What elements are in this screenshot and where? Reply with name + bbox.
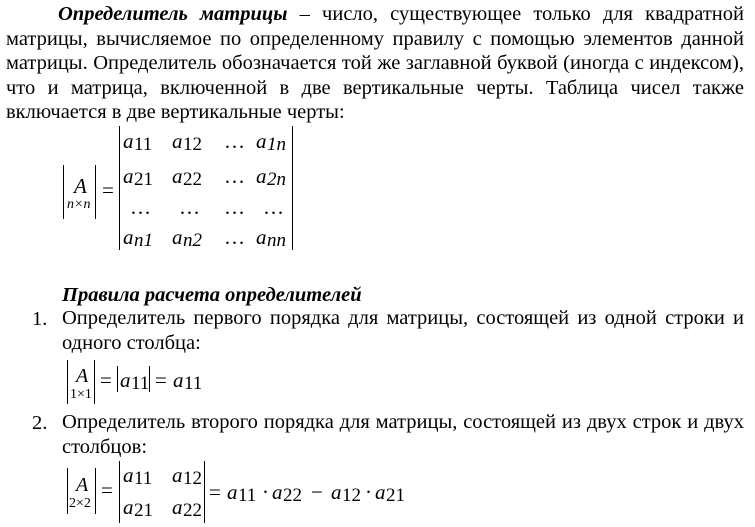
equals-sign: = bbox=[209, 480, 221, 504]
rhs-letter: a bbox=[173, 368, 184, 392]
list-item-number: 1. bbox=[32, 308, 48, 330]
matrix-element: a bbox=[172, 495, 183, 519]
matrix-element: a bbox=[123, 463, 134, 487]
matrix-index: 12 bbox=[183, 468, 202, 489]
matrix-element: a bbox=[172, 463, 183, 487]
term-letter: a bbox=[331, 480, 342, 504]
matrix-index: 21 bbox=[134, 500, 153, 521]
equals-sign: = bbox=[155, 368, 167, 392]
matrix-index: 12 bbox=[183, 134, 202, 155]
list-item-text: Определитель второго порядка для матрицы, состоящей из двух строк и двух столбцов: bbox=[62, 411, 744, 458]
term-index: 12 bbox=[342, 485, 361, 506]
matrix-element: a bbox=[256, 164, 267, 188]
matrix-bar-left bbox=[119, 461, 120, 523]
rules-heading: Правила расчета определителей bbox=[62, 284, 362, 306]
matrix-ellipsis: … bbox=[224, 225, 245, 249]
definition-term: Определитель матрицы bbox=[58, 3, 288, 25]
matrix-element: a bbox=[256, 225, 267, 249]
equals-sign: = bbox=[101, 478, 113, 502]
matrix-ellipsis: … bbox=[130, 195, 151, 219]
matrix-element: a bbox=[172, 164, 183, 188]
matrix-element: a bbox=[172, 225, 183, 249]
term-letter: a bbox=[272, 480, 283, 504]
term-letter: a bbox=[375, 480, 386, 504]
matrix-element: a bbox=[256, 129, 267, 153]
matrix-index: 22 bbox=[183, 500, 202, 521]
definition-text: – число, существующее только для квадратной матрицы, вычисляемое по определенному правилу с помощью элементов данной матрицы. Определитель обозначается той же заглавной буквой (иногда с индексом), что и матрица, включенной в две вертикальные черты. Таблица чисел также включается в две вертикальные черты: bbox=[6, 3, 744, 123]
term-letter: a bbox=[227, 480, 238, 504]
mid-letter: a bbox=[120, 368, 131, 392]
matrix-index: 1n bbox=[267, 134, 286, 155]
dot-operator: · bbox=[365, 480, 372, 504]
lhs-letter: A bbox=[76, 474, 89, 496]
matrix-index: 2n bbox=[267, 169, 286, 190]
matrix-element: a bbox=[123, 495, 134, 519]
matrix-ellipsis: … bbox=[224, 129, 245, 153]
matrix-index: 21 bbox=[134, 169, 153, 190]
matrix-element: a bbox=[172, 129, 183, 153]
minus-operator: − bbox=[311, 480, 323, 504]
matrix-index: 22 bbox=[183, 169, 202, 190]
matrix-index: n1 bbox=[134, 230, 153, 251]
lhs-subscript: 2×2 bbox=[69, 496, 91, 511]
rhs-index: 11 bbox=[184, 373, 203, 394]
term-index: 21 bbox=[386, 485, 405, 506]
equals-sign: = bbox=[100, 368, 112, 392]
matrix-element: a bbox=[123, 225, 134, 249]
matrix-ellipsis: … bbox=[263, 195, 284, 219]
matrix-element: a bbox=[123, 129, 134, 153]
matrix-index: n2 bbox=[183, 230, 202, 251]
matrix-ellipsis: … bbox=[224, 195, 245, 219]
matrix-ellipsis: … bbox=[179, 195, 200, 219]
lhs-subscript: n×n bbox=[67, 197, 91, 212]
matrix-element: a bbox=[123, 164, 134, 188]
matrix-index: 11 bbox=[134, 134, 153, 155]
lhs-letter: A bbox=[74, 174, 87, 198]
mid-index: 11 bbox=[131, 373, 150, 394]
lhs-bar-right bbox=[95, 468, 96, 514]
equals-sign: = bbox=[102, 178, 114, 202]
lhs-bar-left bbox=[67, 468, 68, 514]
matrix-bar-right bbox=[204, 461, 205, 523]
matrix-index: 11 bbox=[134, 468, 153, 489]
dot-operator: · bbox=[262, 480, 269, 504]
matrix-ellipsis: … bbox=[224, 164, 245, 188]
term-index: 22 bbox=[283, 485, 302, 506]
list-item-text: Определитель первого порядка для матрицы, состоящей из одной строки и одного столбца: bbox=[62, 307, 744, 354]
lhs-letter: A bbox=[76, 365, 89, 387]
list-item-number: 2. bbox=[32, 412, 48, 434]
term-index: 11 bbox=[238, 485, 257, 506]
matrix-index: nn bbox=[267, 230, 286, 251]
lhs-subscript: 1×1 bbox=[70, 387, 92, 402]
